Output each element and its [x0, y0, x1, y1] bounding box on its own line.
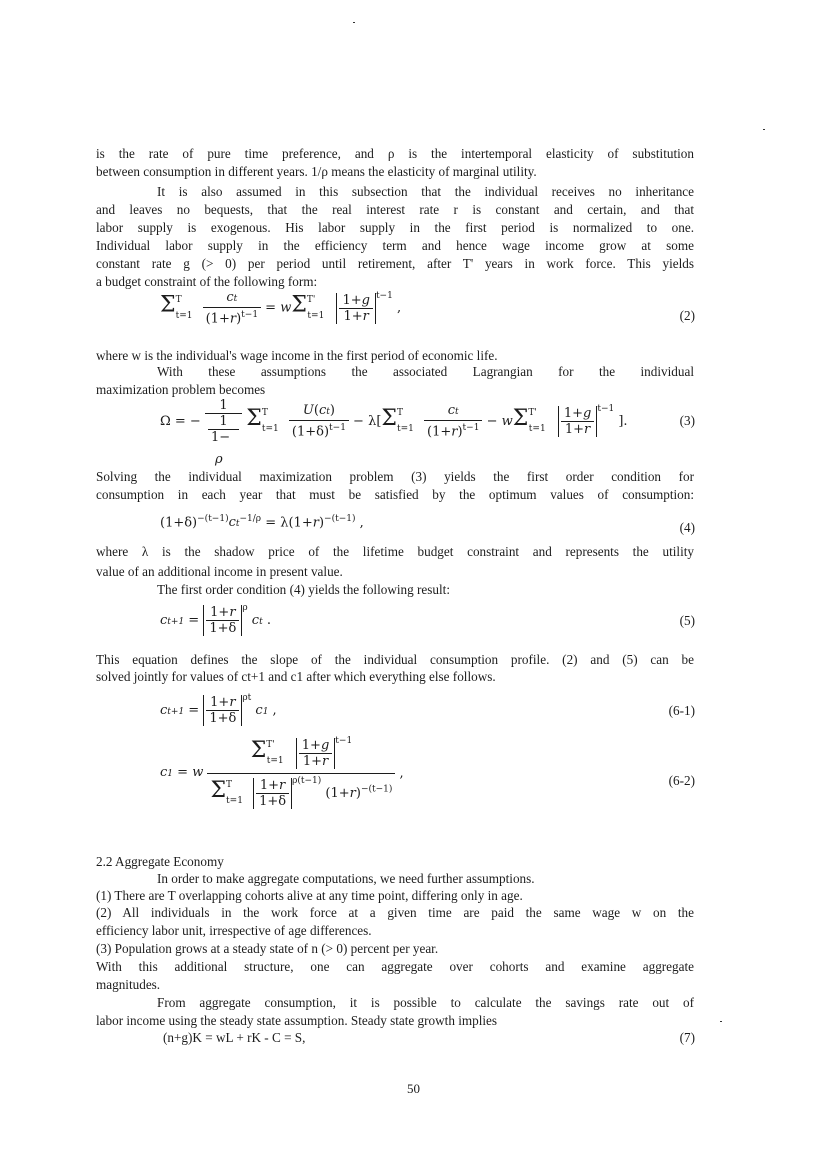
text-line: and leaves no bequests, that the real interest rate r is constant and certain, and that: [96, 202, 694, 217]
equation-number: (5): [679, 613, 695, 628]
text-line: maximization problem becomes: [96, 382, 266, 397]
text-line: In order to make aggregate computations, we need further assumptions.: [157, 871, 535, 886]
scan-speck: [720, 1021, 722, 1022]
equation-number: (6-1): [668, 703, 695, 718]
equation-6-2: c1 = w $\Sigma^{T'}_{t=1}$ $\frac{1+g}{1+r}$ $^{t-1}$ $\Sigma^T_{t=1}$ $\frac{1+r}{1+\delta}$ $^{\rho(t-1)}$ $(1+r)^{-(t-1)}$ ,: [160, 736, 404, 809]
text-line: With these assumptions the associated Lagrangian for the individual: [157, 364, 694, 379]
text-line: Individual labor supply in the efficiency term and hence wage income grow at some: [96, 238, 694, 253]
equation-3: Ω = − $\frac{1}{\frac{1}{1-}}$ $\Sigma^T_{t=1}$ $\frac{U(ct)}{(1+\delta)^{t-1}}$ − $\lambda[\Sigma^T_{t=1}$ $\frac{ct}{(1+r)^{t-1}}$ − $w\Sigma^{T'}_{t=1}$ $\frac{1+g}{1+r}$ $^{t-1}$ ].: [160, 398, 628, 445]
scan-speck: [763, 129, 765, 130]
equation-number: (6-2): [668, 773, 695, 788]
equation-7: (n+g)K = wL + rK - C = S,: [163, 1030, 306, 1045]
text-line: (2) All individuals in the work force at a given time are paid the same wage w on the: [96, 905, 694, 920]
text-line: solved jointly for values of ct+1 and c1 after which everything else follows.: [96, 669, 496, 684]
equation-6-1: ct+1 = $\frac{1+r}{1+\delta}$ $^{\rho t}$ c1 ,: [160, 693, 277, 726]
text-line: Solving the individual maximization problem (3) yields the first order condition for: [96, 469, 694, 484]
text-line: This equation defines the slope of the individual consumption profile. (2) and (5) can be: [96, 652, 694, 667]
equation-number: (7): [679, 1030, 695, 1045]
text-line: (3) Population grows at a steady state of n (> 0) percent per year.: [96, 941, 439, 956]
equation-5: ct+1 = $\frac{1+r}{1+\delta}$ $^\rho$ ct .: [160, 603, 271, 636]
text-line: efficiency labor unit, irrespective of age differences.: [96, 923, 372, 938]
text-line: (1) There are T overlapping cohorts alive at any time point, differing only in age.: [96, 888, 523, 903]
equation-4: $(1+\delta)^{-(t-1)}ct^{-1/\rho} = \lambda(1+r)^{-(t-1)}$ ,: [160, 514, 364, 531]
equation-number: (4): [679, 520, 695, 535]
text-line: where λ is the shadow price of the lifetime budget constraint and represents the utility: [96, 544, 694, 559]
text-line: labor supply is exogenous. His labor supply in the first period is normalized to one.: [96, 220, 694, 235]
page-number: 50: [407, 1081, 420, 1096]
text-line: It is also assumed in this subsection that the individual receives no inheritance: [157, 184, 694, 199]
section-heading: 2.2 Aggregate Economy: [96, 854, 224, 869]
text-line: constant rate g (> 0) per period until retirement, after T' years in work force. This yields: [96, 256, 694, 271]
text-line: The first order condition (4) yields the following result:: [157, 582, 450, 597]
text-line: consumption in each year that must be satisfied by the optimum values of consumption:: [96, 487, 694, 502]
text-line: value of an additional income in present value.: [96, 564, 343, 579]
text-line: a budget constraint of the following form:: [96, 274, 318, 289]
text-line: labor income using the steady state assumption. Steady state growth implies: [96, 1013, 498, 1028]
equation-2: $\Sigma^T_{t=1}$ $\frac{ct}{(1+r)^{t-1}}$ = $w\Sigma^{T'}_{t=1}$ $\frac{1+g}{1+r}$ $^{t-1}$ ,: [160, 290, 402, 327]
text-line: From aggregate consumption, it is possible to calculate the savings rate out of: [157, 995, 694, 1010]
text-line: between consumption in different years. 1/ρ means the elasticity of marginal utility.: [96, 164, 537, 179]
equation-number: (2): [679, 308, 695, 323]
text-line: magnitudes.: [96, 977, 161, 992]
rho-symbol: ρ: [215, 452, 223, 467]
scan-speck: [353, 22, 355, 23]
equation-number: (3): [679, 413, 695, 428]
text-line: is the rate of pure time preference, and ρ is the intertemporal elasticity of substitution: [96, 146, 694, 161]
text-line: With this additional structure, one can aggregate over cohorts and examine aggregate: [96, 959, 694, 974]
text-line: where w is the individual's wage income in the first period of economic life.: [96, 348, 498, 363]
